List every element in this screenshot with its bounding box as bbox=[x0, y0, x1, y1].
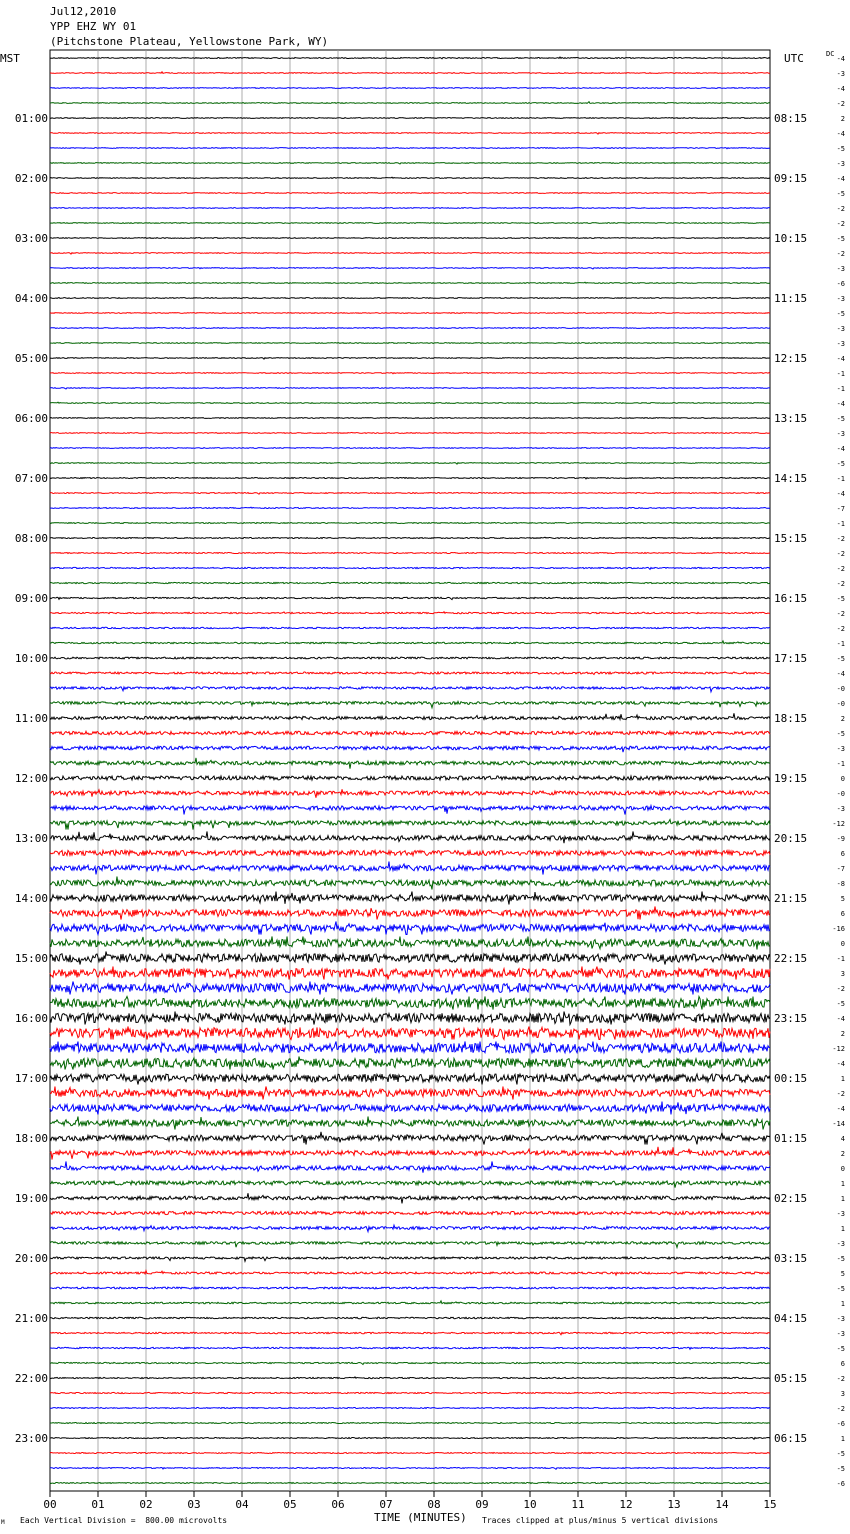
dc-offset-label: -4 bbox=[836, 670, 845, 678]
time-label-utc: 02:15 bbox=[774, 1192, 808, 1205]
x-tick-label: 05 bbox=[283, 1498, 297, 1511]
time-label-mst: 20:00 bbox=[14, 1252, 48, 1265]
x-tick-label: 14 bbox=[715, 1498, 729, 1511]
seismic-trace bbox=[50, 448, 770, 449]
seismic-trace bbox=[50, 1117, 770, 1130]
time-label-utc: 11:15 bbox=[774, 292, 808, 305]
time-label-mst: 10:00 bbox=[14, 652, 48, 665]
dc-offset-label: -5 bbox=[836, 145, 845, 153]
dc-offset-label: 0 bbox=[840, 1165, 845, 1173]
seismic-trace bbox=[50, 72, 770, 74]
dc-offset-label: -1 bbox=[836, 760, 845, 768]
dc-offset-label: -2 bbox=[836, 535, 845, 543]
dc-offset-label: 2 bbox=[840, 1030, 845, 1038]
time-label-utc: 18:15 bbox=[774, 712, 808, 725]
seismic-trace bbox=[50, 418, 770, 419]
dc-offset-label: -4 bbox=[836, 490, 845, 498]
seismic-trace bbox=[50, 567, 770, 569]
seismic-trace bbox=[50, 862, 770, 875]
dc-offset-label: -1 bbox=[836, 385, 845, 393]
seismic-trace bbox=[50, 207, 770, 208]
time-label-mst: 11:00 bbox=[14, 712, 48, 725]
dc-offset-label: -5 bbox=[836, 310, 845, 318]
time-label-mst: 01:00 bbox=[14, 112, 48, 125]
dc-offset-label: -2 bbox=[836, 550, 845, 558]
seismic-trace bbox=[50, 776, 770, 780]
time-label-mst: 02:00 bbox=[14, 172, 48, 185]
seismic-trace bbox=[50, 1256, 770, 1261]
seismic-trace bbox=[50, 922, 770, 935]
seismic-trace bbox=[50, 133, 770, 135]
seismic-trace bbox=[50, 268, 770, 270]
seismic-trace bbox=[50, 343, 770, 344]
plot-frame bbox=[50, 50, 770, 1491]
seismic-trace bbox=[50, 238, 770, 239]
seismic-trace bbox=[50, 1301, 770, 1304]
x-tick-label: 02 bbox=[139, 1498, 153, 1511]
seismic-trace bbox=[50, 672, 770, 675]
dc-offset-label: -3 bbox=[836, 430, 845, 438]
dc-offset-label: -5 bbox=[836, 1345, 845, 1353]
seismic-trace bbox=[50, 1392, 770, 1393]
seismic-trace bbox=[50, 193, 770, 194]
seismic-trace bbox=[50, 1452, 770, 1453]
header-date: Jul12,2010 bbox=[50, 5, 117, 18]
x-tick-label: 08 bbox=[427, 1498, 441, 1511]
seismic-trace bbox=[50, 1193, 770, 1203]
dc-offset-label: 0 bbox=[840, 940, 845, 948]
time-label-mst: 04:00 bbox=[14, 292, 48, 305]
seismic-trace bbox=[50, 907, 770, 920]
seismic-trace bbox=[50, 432, 770, 433]
seismic-trace bbox=[50, 282, 770, 283]
x-axis-title: TIME (MINUTES) bbox=[374, 1511, 467, 1524]
dc-offset-label: -5 bbox=[836, 1285, 845, 1293]
seismic-trace bbox=[50, 1332, 770, 1334]
seismic-trace bbox=[50, 641, 770, 644]
seismic-trace bbox=[50, 1074, 770, 1085]
seismic-trace bbox=[50, 982, 770, 995]
dc-offset-label: -2 bbox=[836, 205, 845, 213]
right-axis-label: UTC bbox=[784, 52, 804, 65]
scale-note: Each Vertical Division = 800.00 microvolts bbox=[20, 1516, 228, 1525]
seismic-trace bbox=[50, 657, 770, 659]
dc-offset-label: 5 bbox=[840, 895, 845, 903]
seismic-trace bbox=[50, 118, 770, 119]
dc-offset-label: -5 bbox=[836, 730, 845, 738]
seismic-trace bbox=[50, 789, 770, 797]
dc-offset-label: 1 bbox=[840, 1180, 845, 1188]
dc-offset-label: -5 bbox=[836, 235, 845, 243]
time-label-mst: 14:00 bbox=[14, 892, 48, 905]
time-label-utc: 01:15 bbox=[774, 1132, 808, 1145]
dc-offset-label: -3 bbox=[836, 325, 845, 333]
seismic-trace bbox=[50, 731, 770, 736]
seismic-trace bbox=[50, 163, 770, 165]
x-tick-label: 10 bbox=[523, 1498, 537, 1511]
seismic-trace bbox=[50, 687, 770, 692]
seismic-trace bbox=[50, 298, 770, 299]
dc-offset-label: -2 bbox=[836, 1090, 845, 1098]
dc-offset-label: -2 bbox=[836, 250, 845, 258]
time-label-mst: 06:00 bbox=[14, 412, 48, 425]
seismic-trace bbox=[50, 1242, 770, 1248]
dc-offset-label: -5 bbox=[836, 1465, 845, 1473]
seismic-trace bbox=[50, 937, 770, 950]
time-label-mst: 23:00 bbox=[14, 1432, 48, 1445]
seismic-trace bbox=[50, 1347, 770, 1349]
time-label-utc: 16:15 bbox=[774, 592, 808, 605]
dc-offset-label: -4 bbox=[836, 175, 845, 183]
dc-offset-label: -3 bbox=[836, 1330, 845, 1338]
dc-offset-label: -3 bbox=[836, 1315, 845, 1323]
seismic-trace bbox=[50, 1467, 770, 1469]
time-label-utc: 22:15 bbox=[774, 952, 808, 965]
dc-offset-label: -5 bbox=[836, 415, 845, 423]
seismic-trace bbox=[50, 952, 770, 965]
seismic-trace bbox=[50, 1287, 770, 1289]
dc-offset-label: -4 bbox=[836, 400, 845, 408]
seismic-trace bbox=[50, 1271, 770, 1276]
seismic-trace bbox=[50, 88, 770, 89]
time-label-utc: 17:15 bbox=[774, 652, 808, 665]
corner-mark: M bbox=[1, 1519, 5, 1526]
time-label-utc: 14:15 bbox=[774, 472, 808, 485]
dc-offset-label: -0 bbox=[836, 700, 845, 708]
time-label-utc: 23:15 bbox=[774, 1012, 808, 1025]
dc-offset-label: -1 bbox=[836, 520, 845, 528]
dc-offset-label: -3 bbox=[836, 805, 845, 813]
time-label-utc: 09:15 bbox=[774, 172, 808, 185]
time-label-mst: 08:00 bbox=[14, 532, 48, 545]
seismic-trace bbox=[50, 997, 770, 1010]
dc-offset-label: -7 bbox=[836, 505, 845, 513]
seismic-trace bbox=[50, 553, 770, 554]
dc-offset-label: -5 bbox=[836, 655, 845, 663]
dc-offset-label: 1 bbox=[840, 1195, 845, 1203]
time-label-utc: 04:15 bbox=[774, 1312, 808, 1325]
seismic-trace bbox=[50, 701, 770, 707]
x-tick-label: 03 bbox=[187, 1498, 201, 1511]
seismic-trace bbox=[50, 1317, 770, 1318]
dc-offset-label: -0 bbox=[836, 685, 845, 693]
dc-offset-label: -7 bbox=[836, 865, 845, 873]
time-label-utc: 00:15 bbox=[774, 1072, 808, 1085]
dc-offset-label: -1 bbox=[836, 955, 845, 963]
dc-offset-label: 5 bbox=[840, 1270, 845, 1278]
dc-offset-label: 2 bbox=[840, 1150, 845, 1158]
time-label-utc: 05:15 bbox=[774, 1372, 808, 1385]
x-tick-label: 12 bbox=[619, 1498, 633, 1511]
time-label-utc: 19:15 bbox=[774, 772, 808, 785]
x-tick-label: 06 bbox=[331, 1498, 345, 1511]
seismic-trace bbox=[50, 850, 770, 855]
seismic-trace bbox=[50, 102, 770, 104]
dc-offset-label: -8 bbox=[836, 880, 845, 888]
dc-offset-label: -2 bbox=[836, 220, 845, 228]
time-label-mst: 03:00 bbox=[14, 232, 48, 245]
dc-offset-label: 1 bbox=[840, 1300, 845, 1308]
time-label-mst: 19:00 bbox=[14, 1192, 48, 1205]
seismic-trace bbox=[50, 1407, 770, 1408]
seismic-trace bbox=[50, 313, 770, 314]
seismic-trace bbox=[50, 877, 770, 890]
time-label-utc: 12:15 bbox=[774, 352, 808, 365]
dc-offset-label: -3 bbox=[836, 745, 845, 753]
seismic-trace bbox=[50, 627, 770, 628]
seismic-trace bbox=[50, 493, 770, 495]
time-label-mst: 12:00 bbox=[14, 772, 48, 785]
seismic-trace bbox=[50, 1181, 770, 1188]
seismic-trace bbox=[50, 1225, 770, 1231]
time-label-mst: 18:00 bbox=[14, 1132, 48, 1145]
dc-offset-label: -4 bbox=[836, 445, 845, 453]
dc-offset-label: -14 bbox=[832, 1120, 845, 1128]
seismic-trace bbox=[50, 327, 770, 328]
time-label-mst: 05:00 bbox=[14, 352, 48, 365]
seismic-trace bbox=[50, 253, 770, 255]
seismic-trace bbox=[50, 967, 770, 980]
seismic-trace bbox=[50, 820, 770, 830]
dc-offset-label: -2 bbox=[836, 610, 845, 618]
dc-offset-label: -3 bbox=[836, 70, 845, 78]
seismic-trace bbox=[50, 223, 770, 224]
dc-offset-label: -3 bbox=[836, 265, 845, 273]
seismic-trace bbox=[50, 537, 770, 538]
dc-label: DC bbox=[826, 50, 835, 58]
seismic-trace bbox=[50, 1042, 770, 1053]
dc-offset-label: -3 bbox=[836, 1240, 845, 1248]
dc-offset-label: 6 bbox=[840, 910, 845, 918]
dc-offset-label: -1 bbox=[836, 640, 845, 648]
seismic-trace bbox=[50, 507, 770, 508]
dc-offset-label: -6 bbox=[836, 1480, 845, 1488]
time-label-mst: 13:00 bbox=[14, 832, 48, 845]
dc-offset-label: 0 bbox=[840, 775, 845, 783]
time-label-utc: 03:15 bbox=[774, 1252, 808, 1265]
dc-offset-label: -1 bbox=[836, 475, 845, 483]
seismic-trace bbox=[50, 523, 770, 524]
seismic-trace bbox=[50, 373, 770, 374]
dc-offset-label: -5 bbox=[836, 190, 845, 198]
clip-note: Traces clipped at plus/minus 5 vertical divisions bbox=[482, 1516, 719, 1525]
dc-offset-label: -2 bbox=[836, 1375, 845, 1383]
seismic-trace bbox=[50, 1087, 770, 1100]
dc-offset-label: -12 bbox=[832, 1045, 845, 1053]
header-station: YPP EHZ WY 01 bbox=[50, 20, 137, 33]
time-label-utc: 13:15 bbox=[774, 412, 808, 425]
seismic-trace bbox=[50, 1362, 770, 1364]
x-tick-label: 11 bbox=[571, 1498, 585, 1511]
dc-offset-label: -2 bbox=[836, 100, 845, 108]
seismic-trace bbox=[50, 713, 770, 719]
dc-offset-label: -2 bbox=[836, 565, 845, 573]
dc-offset-label: -4 bbox=[836, 1105, 845, 1113]
dc-offset-label: 2 bbox=[840, 715, 845, 723]
seismic-trace bbox=[50, 463, 770, 465]
dc-offset-label: -0 bbox=[836, 790, 845, 798]
header-location: (Pitchstone Plateau, Yellowstone Park, WY) bbox=[50, 35, 329, 48]
dc-offset-label: -2 bbox=[836, 1405, 845, 1413]
time-label-mst: 17:00 bbox=[14, 1072, 48, 1085]
time-label-mst: 15:00 bbox=[14, 952, 48, 965]
seismic-trace bbox=[50, 1423, 770, 1424]
dc-offset-label: -2 bbox=[836, 625, 845, 633]
left-axis-label: MST bbox=[0, 52, 20, 65]
time-label-utc: 21:15 bbox=[774, 892, 808, 905]
dc-offset-label: -2 bbox=[836, 985, 845, 993]
time-label-utc: 10:15 bbox=[774, 232, 808, 245]
dc-offset-label: 6 bbox=[840, 850, 845, 858]
dc-offset-label: -4 bbox=[836, 1015, 845, 1023]
seismic-trace bbox=[50, 612, 770, 614]
dc-offset-label: 1 bbox=[840, 1225, 845, 1233]
seismic-trace bbox=[50, 478, 770, 479]
time-label-utc: 08:15 bbox=[774, 112, 808, 125]
seismic-trace bbox=[50, 582, 770, 583]
seismic-trace bbox=[50, 832, 770, 844]
seismic-trace bbox=[50, 1132, 770, 1145]
seismic-trace bbox=[50, 746, 770, 752]
time-label-mst: 16:00 bbox=[14, 1012, 48, 1025]
seismic-trace bbox=[50, 1102, 770, 1115]
dc-offset-label: -1 bbox=[836, 370, 845, 378]
seismic-trace bbox=[50, 148, 770, 149]
dc-offset-label: -5 bbox=[836, 1450, 845, 1458]
dc-offset-label: 1 bbox=[840, 1435, 845, 1443]
dc-offset-label: -3 bbox=[836, 340, 845, 348]
dc-offset-label: 2 bbox=[840, 115, 845, 123]
seismic-trace bbox=[50, 57, 770, 59]
x-tick-label: 01 bbox=[91, 1498, 105, 1511]
dc-offset-label: -6 bbox=[836, 280, 845, 288]
seismic-trace bbox=[50, 758, 770, 769]
dc-offset-label: -5 bbox=[836, 1255, 845, 1263]
dc-offset-label: 4 bbox=[840, 1135, 845, 1143]
seismic-trace bbox=[50, 177, 770, 178]
dc-offset-label: -3 bbox=[836, 295, 845, 303]
seismic-trace bbox=[50, 1162, 770, 1173]
dc-offset-label: -4 bbox=[836, 1060, 845, 1068]
time-label-mst: 21:00 bbox=[14, 1312, 48, 1325]
dc-offset-label: -9 bbox=[836, 835, 845, 843]
time-label-utc: 06:15 bbox=[774, 1432, 808, 1445]
dc-offset-label: 6 bbox=[840, 1360, 845, 1368]
dc-offset-label: -4 bbox=[836, 85, 845, 93]
seismic-trace bbox=[50, 1027, 770, 1040]
x-tick-label: 15 bbox=[763, 1498, 777, 1511]
dc-offset-label: -4 bbox=[836, 355, 845, 363]
seismic-trace bbox=[50, 1012, 770, 1025]
seismic-trace bbox=[50, 806, 770, 815]
x-tick-label: 13 bbox=[667, 1498, 681, 1511]
dc-offset-label: 1 bbox=[840, 1075, 845, 1083]
dc-offset-label: -3 bbox=[836, 160, 845, 168]
seismic-trace bbox=[50, 1147, 770, 1160]
dc-offset-label: -5 bbox=[836, 595, 845, 603]
dc-offset-label: 3 bbox=[840, 970, 845, 978]
dc-offset-label: -16 bbox=[832, 925, 845, 933]
seismic-trace bbox=[50, 388, 770, 389]
time-label-mst: 07:00 bbox=[14, 472, 48, 485]
time-label-mst: 09:00 bbox=[14, 592, 48, 605]
seismic-trace bbox=[50, 1482, 770, 1484]
x-tick-label: 00 bbox=[43, 1498, 57, 1511]
dc-offset-label: -12 bbox=[832, 820, 845, 828]
time-label-utc: 20:15 bbox=[774, 832, 808, 845]
dc-offset-label: 3 bbox=[840, 1390, 845, 1398]
seismic-trace bbox=[50, 358, 770, 360]
dc-offset-label: -2 bbox=[836, 580, 845, 588]
dc-offset-label: -5 bbox=[836, 1000, 845, 1008]
seismic-trace bbox=[50, 1438, 770, 1440]
dc-offset-label: -6 bbox=[836, 1420, 845, 1428]
dc-offset-label: -3 bbox=[836, 1210, 845, 1218]
time-label-mst: 22:00 bbox=[14, 1372, 48, 1385]
seismic-trace bbox=[50, 892, 770, 905]
time-label-utc: 15:15 bbox=[774, 532, 808, 545]
x-tick-label: 04 bbox=[235, 1498, 249, 1511]
x-tick-label: 07 bbox=[379, 1498, 393, 1511]
x-tick-label: 09 bbox=[475, 1498, 489, 1511]
seismic-trace bbox=[50, 1057, 770, 1070]
dc-offset-label: -4 bbox=[836, 55, 845, 63]
seismic-trace bbox=[50, 597, 770, 599]
dc-offset-label: -4 bbox=[836, 130, 845, 138]
seismic-trace bbox=[50, 1377, 770, 1379]
seismic-trace bbox=[50, 1211, 770, 1214]
dc-offset-label: -5 bbox=[836, 460, 845, 468]
seismic-trace bbox=[50, 402, 770, 403]
